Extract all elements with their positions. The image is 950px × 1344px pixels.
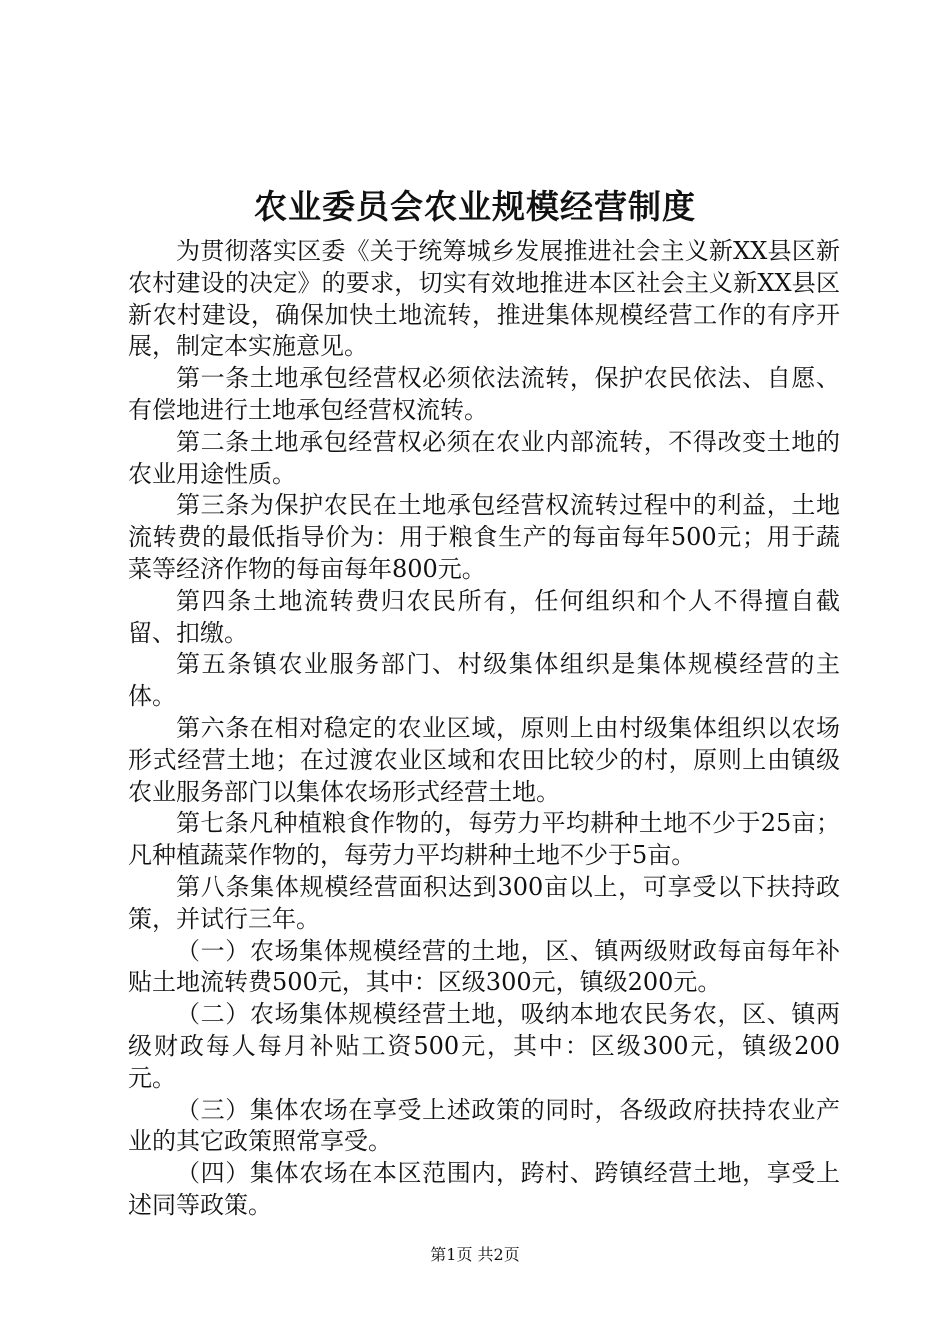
paragraph-article-3: 第三条为保护农民在土地承包经营权流转过程中的利益，土地流转费的最低指导价为：用于粮食生产的每亩每年500元；用于蔬菜等经济作物的每亩每年800元。 xyxy=(128,491,840,583)
paragraph-item-4: （四）集体农场在本区范围内，跨村、跨镇经营土地，享受上述同等政策。 xyxy=(128,1159,840,1219)
paragraph-article-2: 第二条土地承包经营权必须在农业内部流转，不得改变土地的农业用途性质。 xyxy=(128,427,840,488)
paragraph-item-1: （一）农场集体规模经营的土地，区、镇两级财政每亩每年补贴土地流转费500元，其中：区级300元，镇级200元。 xyxy=(128,936,840,997)
paragraph-item-3: （三）集体农场在享受上述政策的同时，各级政府扶持农业产业的其它政策照常享受。 xyxy=(128,1095,840,1156)
paragraph-article-6: 第六条在相对稳定的农业区域，原则上由村级集体组织以农场形式经营土地；在过渡农业区域和农田比较少的村，原则上由镇级农业服务部门以集体农场形式经营土地。 xyxy=(128,713,840,806)
paragraph-article-8: 第八条集体规模经营面积达到300亩以上，可享受以下扶持政策，并试行三年。 xyxy=(128,872,840,933)
paragraph-article-5: 第五条镇农业服务部门、村级集体组织是集体规模经营的主体。 xyxy=(128,650,840,711)
document-body xyxy=(128,236,840,1222)
paragraph-article-7: 第七条凡种植粮食作物的，每劳力平均耕种土地不少于25亩；凡种植蔬菜作物的，每劳力平均耕种土地不少于5亩。 xyxy=(128,809,840,870)
document-title: 农业委员会农业规模经营制度 xyxy=(254,187,696,226)
paragraph-article-1: 第一条土地承包经营权必须依法流转，保护农民依法、自愿、有偿地进行土地承包经营权流转。 xyxy=(128,364,840,424)
paragraph-preamble: 为贯彻落实区委《关于统筹城乡发展推进社会主义新XX县区新农村建设的决定》的要求，切实有效地推进本区社会主义新XX县区新农村建设，确保加快土地流转，推进集体规模经营工作的有序开展，制定本实施意见。 xyxy=(128,237,840,361)
paragraph-item-2: （二）农场集体规模经营土地，吸纳本地农民务农，区、镇两级财政每人每月补贴工资500元，其中：区级300元，镇级200元。 xyxy=(128,1000,840,1092)
page-footer: 第1页 共2页 xyxy=(430,1245,520,1264)
paragraph-article-4: 第四条土地流转费归农民所有，任何组织和个人不得擅自截留、扣缴。 xyxy=(128,586,840,647)
